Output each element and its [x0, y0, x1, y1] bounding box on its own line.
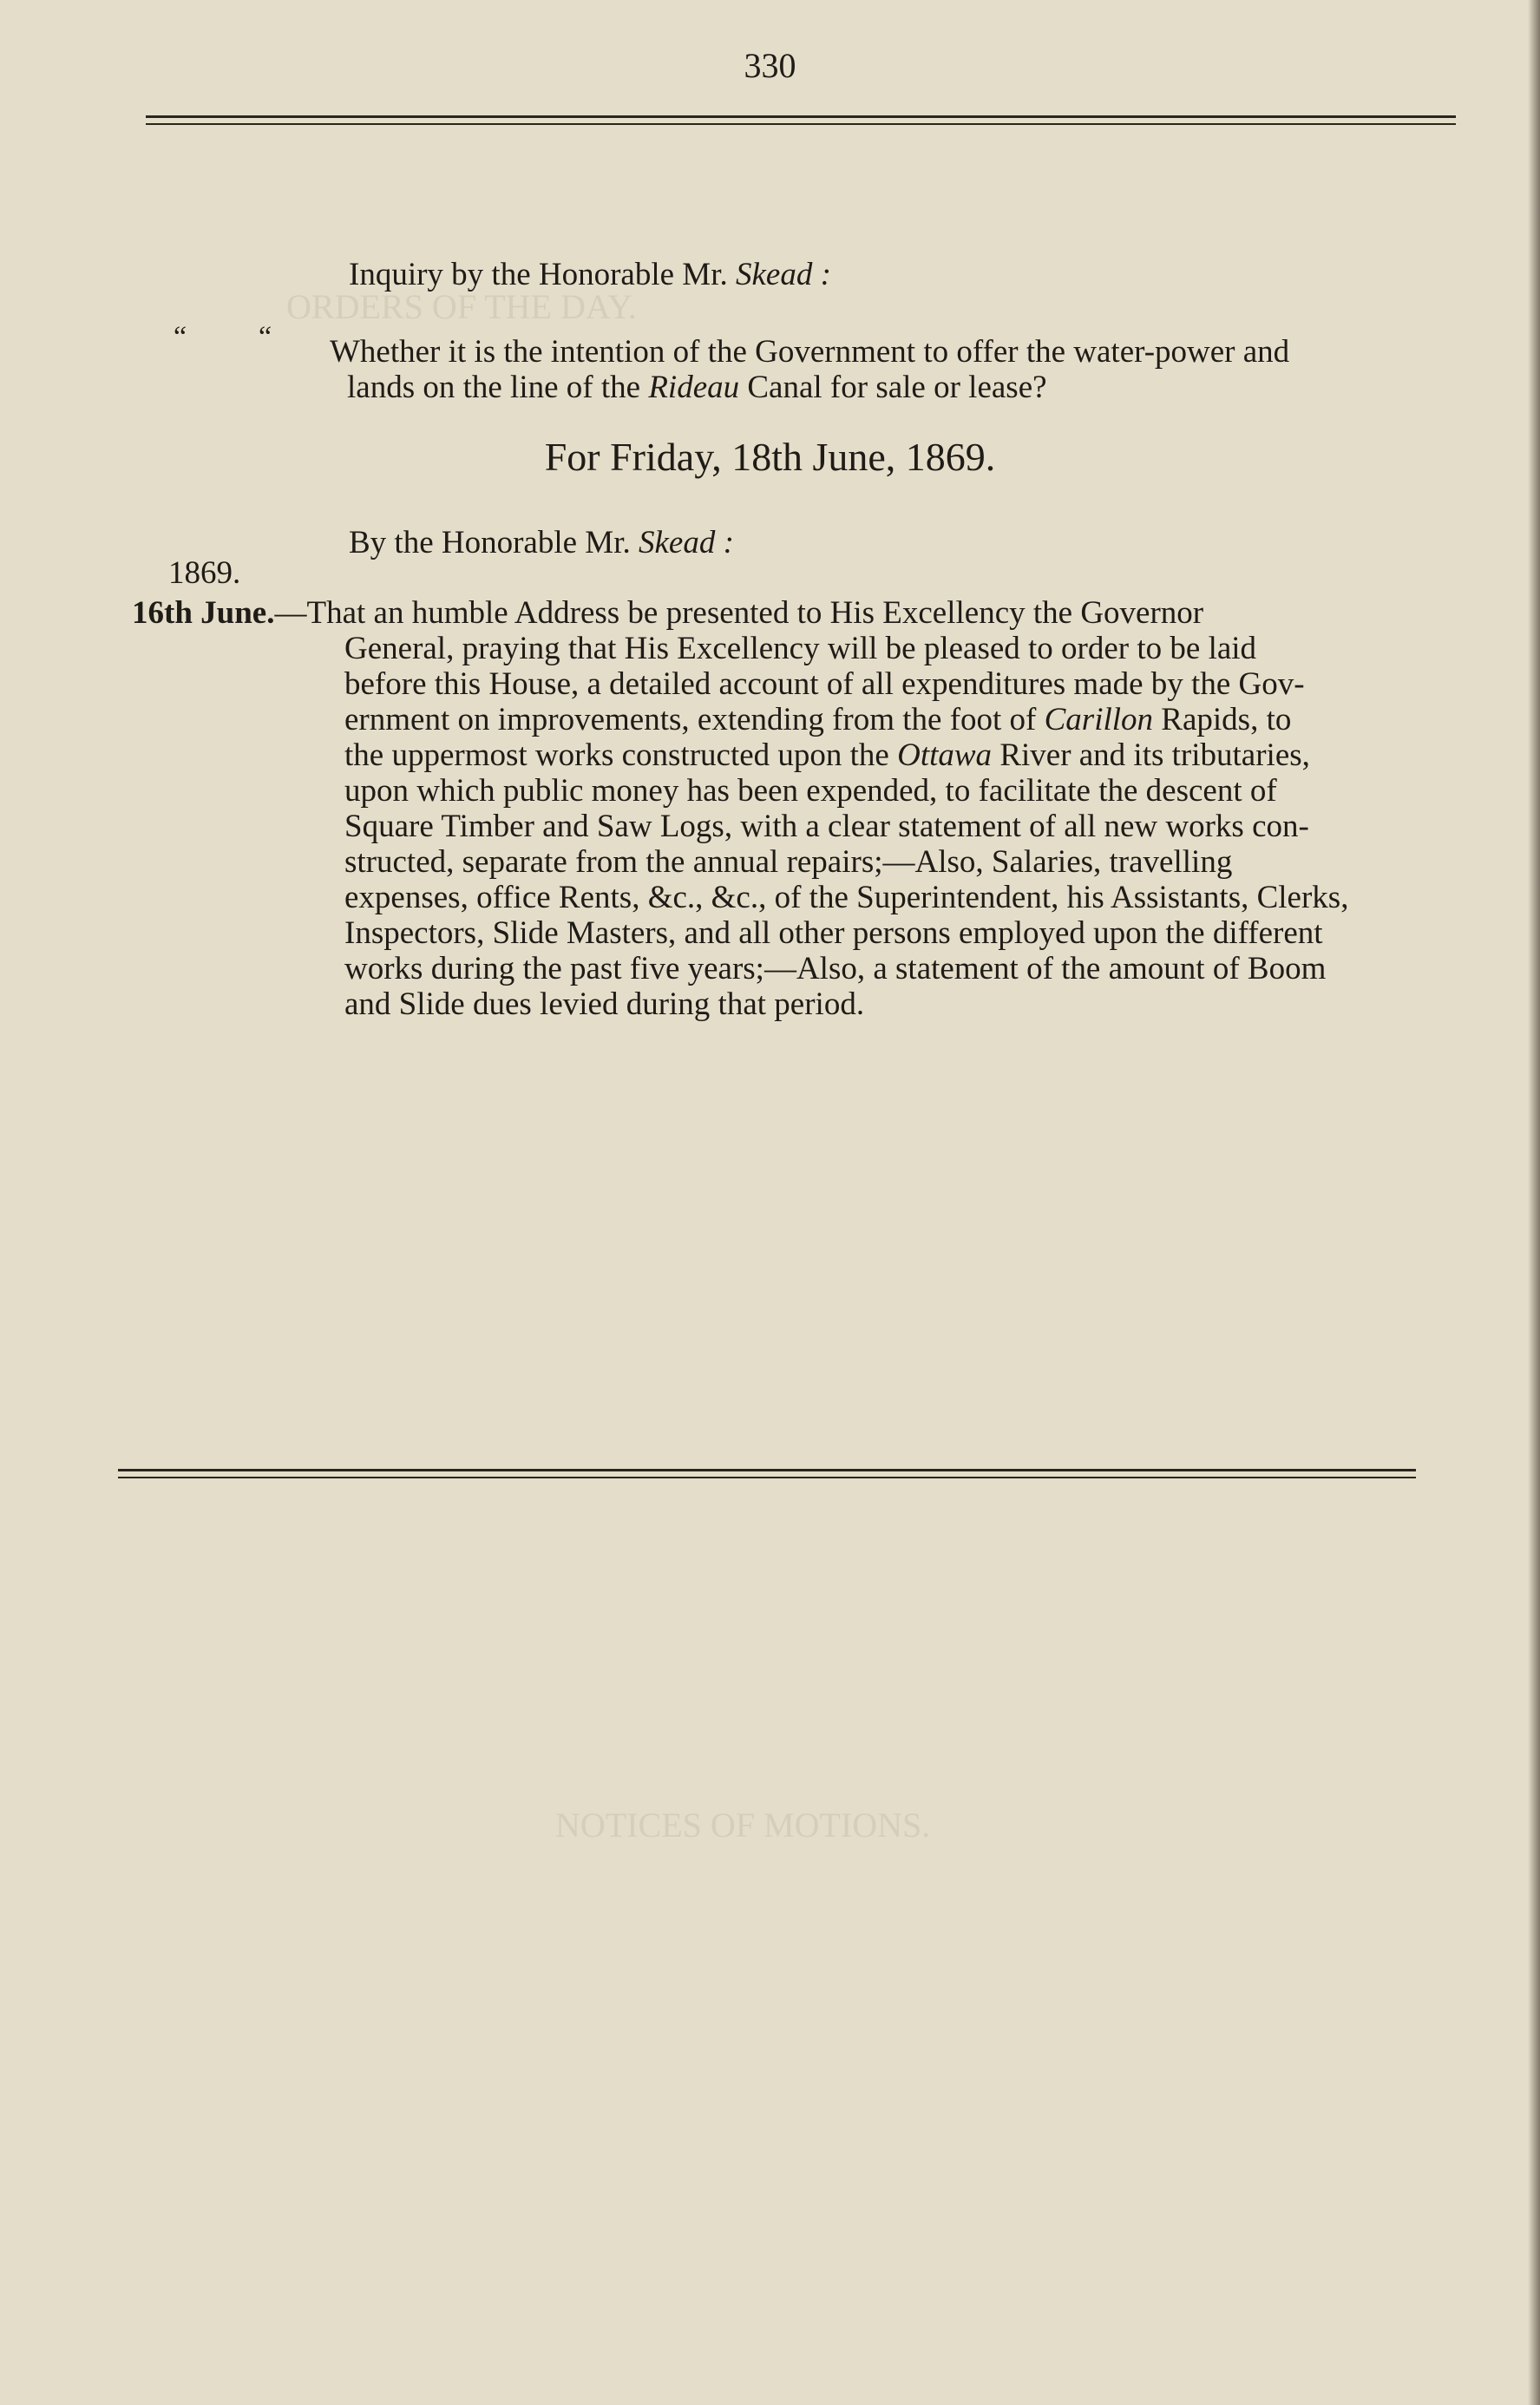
motion-line: structed, separate from the annual repairs;—Also, Salaries, travelling [344, 844, 1233, 880]
bottom-double-rule [118, 1469, 1416, 1478]
motion-year: 1869. [168, 555, 241, 591]
motion-intro [349, 525, 734, 560]
motion-line: expenses, office Rents, &c., &c., of the Superintendent, his Assistants, Clerks, [344, 880, 1349, 915]
motion-member-name: Skead : [638, 525, 734, 560]
canal-name: Rideau [648, 370, 740, 405]
motion-line: and Slide dues levied during that period. [344, 986, 865, 1022]
motion-line: Inspectors, Slide Masters, and all other persons employed upon the different [344, 915, 1323, 951]
bleed-through-text: NOTICES OF MOTIONS. [555, 1805, 931, 1845]
motion-line: the uppermost works constructed upon the Ottawa River and its tributaries, [344, 737, 1310, 773]
question-line: Whether it is the intention of the Government to offer the water-power and [330, 334, 1290, 370]
ditto-mark: “ [174, 321, 187, 353]
page-edge-shadow [1528, 0, 1540, 2405]
motion-date: 16th June. [132, 595, 275, 631]
ditto-mark: “ [259, 321, 272, 353]
inquiry-intro-text: Inquiry by the Honorable Mr. [349, 257, 728, 292]
motion-line: works during the past five years;—Also, a statement of the amount of Boom [344, 951, 1327, 986]
top-double-rule [146, 115, 1456, 125]
motion-intro-text: By the Honorable Mr. [349, 525, 631, 560]
inquiry-question [330, 334, 1454, 405]
motion-line: upon which public money has been expended, to facilitate the descent of [344, 773, 1277, 809]
inquiry-member-name: Skead : [735, 257, 831, 292]
motion-line: before this House, a detailed account of all expenditures made by the Gov- [344, 666, 1305, 702]
section-heading: For Friday, 18th June, 1869. [544, 435, 996, 479]
motion-line: General, praying that His Excellency will be pleased to order to be laid [344, 631, 1257, 666]
motion-line: Square Timber and Saw Logs, with a clear statement of all new works con- [344, 809, 1309, 844]
motion-line: ernment on improvements, extending from the foot of Carillon Rapids, to [344, 702, 1292, 737]
inquiry-intro [349, 257, 831, 292]
motion-line: 16th June.—That an humble Address be presented to His Excellency the Governor [132, 595, 1204, 631]
question-line: lands on the line of the Rideau Canal for sale or lease? [347, 370, 1047, 405]
motion-body [132, 595, 1452, 1022]
page-number: 330 [744, 46, 796, 85]
bleed-through-text: ORDERS OF THE DAY. [286, 287, 637, 326]
